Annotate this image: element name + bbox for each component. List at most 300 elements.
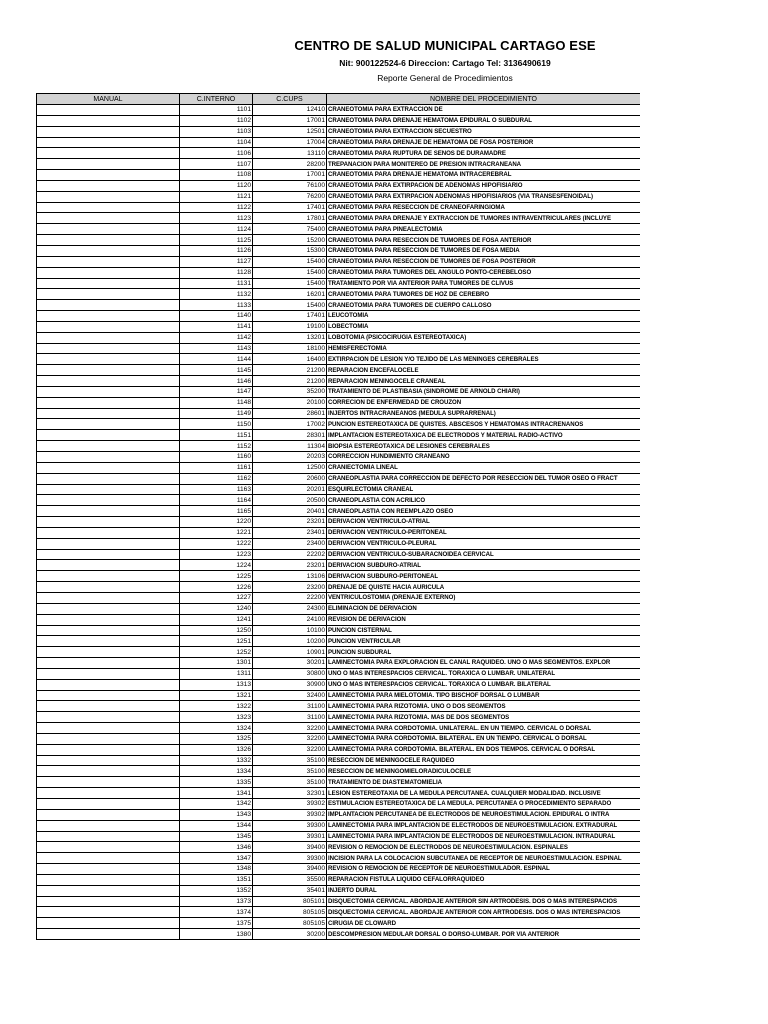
cell-codigo-cups: 39301	[253, 831, 327, 842]
cell-manual	[37, 690, 180, 701]
cell-nombre-procedimiento: LOBECTOMIA	[327, 321, 641, 332]
table-row	[37, 506, 641, 517]
cell-manual	[37, 386, 180, 397]
cell-nombre-procedimiento: DERIVACION VENTRICULO-PERITONEAL	[327, 527, 641, 538]
cell-manual	[37, 842, 180, 853]
table-row	[37, 799, 641, 810]
cell-codigo-interno: 1165	[180, 506, 253, 517]
cell-nombre-procedimiento: REPARACION ENCEFALOCELE	[327, 365, 641, 376]
cell-codigo-interno: 1375	[180, 918, 253, 929]
table-row	[37, 311, 641, 322]
cell-manual	[37, 256, 180, 267]
cell-manual	[37, 235, 180, 246]
cell-nombre-procedimiento: CRANEOTOMIA PARA RESECCION DE TUMORES DE FOSA POSTERIOR	[327, 256, 641, 267]
table-row	[37, 170, 641, 181]
cell-manual	[37, 853, 180, 864]
cell-codigo-cups: 12500	[253, 462, 327, 473]
table-row	[37, 668, 641, 679]
cell-nombre-procedimiento: EXTIRPACION DE LESION Y/O TEJIDO DE LAS MENINGES CEREBRALES	[327, 354, 641, 365]
cell-codigo-cups: 16400	[253, 354, 327, 365]
table-row	[37, 582, 641, 593]
cell-codigo-cups: 21200	[253, 365, 327, 376]
cell-codigo-cups: 20201	[253, 484, 327, 495]
cell-manual	[37, 929, 180, 940]
cell-codigo-interno: 1140	[180, 311, 253, 322]
cell-codigo-cups: 30201	[253, 658, 327, 669]
cell-codigo-cups: 24300	[253, 603, 327, 614]
cell-nombre-procedimiento: LOBOTOMIA (PSICOCIRUGIA ESTEREOTAXICA)	[327, 332, 641, 343]
report-title: Reporte General de Procedimientos	[377, 73, 513, 83]
cell-codigo-interno: 1160	[180, 452, 253, 463]
cell-manual	[37, 105, 180, 116]
cell-codigo-interno: 1343	[180, 809, 253, 820]
cell-nombre-procedimiento: REPARACION MENINGOCELE CRANEAL	[327, 376, 641, 387]
cell-codigo-interno: 1151	[180, 430, 253, 441]
table-row	[37, 701, 641, 712]
cell-codigo-interno: 1341	[180, 788, 253, 799]
cell-manual	[37, 191, 180, 202]
cell-manual	[37, 278, 180, 289]
cell-manual	[37, 766, 180, 777]
cell-codigo-cups: 32400	[253, 690, 327, 701]
cell-codigo-cups: 28301	[253, 430, 327, 441]
cell-nombre-procedimiento: REVISION O REMOCION DE RECEPTOR DE NEUROESTIMULADOR. ESPINAL	[327, 864, 641, 875]
table-row	[37, 191, 641, 202]
cell-manual	[37, 647, 180, 658]
table-row	[37, 896, 641, 907]
cell-codigo-interno: 1145	[180, 365, 253, 376]
cell-nombre-procedimiento: HEMISFERECTOMIA	[327, 343, 641, 354]
table-row	[37, 397, 641, 408]
cell-manual	[37, 321, 180, 332]
cell-manual	[37, 799, 180, 810]
cell-nombre-procedimiento: RESECCION DE MENINGOMIELORADICULOCELE	[327, 766, 641, 777]
cell-nombre-procedimiento: CRANEOTOMIA PARA EXTRACCION SECUESTRO	[327, 126, 641, 137]
table-body	[37, 105, 641, 940]
cell-manual	[37, 549, 180, 560]
cell-manual	[37, 441, 180, 452]
cell-nombre-procedimiento: CIRUGIA DE CLOWARD	[327, 918, 641, 929]
cell-codigo-interno: 1144	[180, 354, 253, 365]
cell-codigo-cups: 10100	[253, 625, 327, 636]
cell-nombre-procedimiento: PUNCION ESTEREOTAXICA DE QUISTES. ABSCESOS Y HEMATOMAS INTRACRENANOS	[327, 419, 641, 430]
cell-manual	[37, 592, 180, 603]
cell-nombre-procedimiento: INJERTOS INTRACRANEANOS (MEDULA SUPRARRENAL)	[327, 408, 641, 419]
cell-codigo-interno: 1334	[180, 766, 253, 777]
cell-codigo-cups: 35100	[253, 766, 327, 777]
table-row	[37, 636, 641, 647]
cell-codigo-interno: 1335	[180, 777, 253, 788]
cell-codigo-cups: 13106	[253, 571, 327, 582]
cell-codigo-interno: 1150	[180, 419, 253, 430]
cell-nombre-procedimiento: IMPLANTACION ESTEREOTAXICA DE ELECTRODOS Y MATERIAL RADIO-ACTIVO	[327, 430, 641, 441]
cell-codigo-interno: 1149	[180, 408, 253, 419]
table-row	[37, 712, 641, 723]
cell-codigo-interno: 1301	[180, 658, 253, 669]
cell-codigo-interno: 1348	[180, 864, 253, 875]
cell-codigo-cups: 17001	[253, 115, 327, 126]
cell-manual	[37, 213, 180, 224]
cell-nombre-procedimiento: REVISION DE DERIVACION	[327, 614, 641, 625]
cell-codigo-cups: 15400	[253, 256, 327, 267]
table-row	[37, 115, 641, 126]
cell-codigo-interno: 1347	[180, 853, 253, 864]
table-row	[37, 235, 641, 246]
cell-codigo-cups: 21200	[253, 376, 327, 387]
cell-manual	[37, 419, 180, 430]
cell-nombre-procedimiento: UNO O MAS INTERESPACIOS CERVICAL. TORAXICA O LUMBAR. UNILATERAL	[327, 668, 641, 679]
cell-manual	[37, 289, 180, 300]
cell-codigo-interno: 1346	[180, 842, 253, 853]
cell-nombre-procedimiento: CRANEOTOMIA PARA EXTIRPACION ADENOMAS HIPOFISIARIOS (VIA TRANSESFENOIDAL)	[327, 191, 641, 202]
table-row	[37, 766, 641, 777]
cell-nombre-procedimiento: CORRECCION HUNDIMIENTO CRANEANO	[327, 452, 641, 463]
cell-codigo-interno: 1120	[180, 180, 253, 191]
cell-codigo-interno: 1124	[180, 224, 253, 235]
cell-nombre-procedimiento: CRANEOTOMIA PARA TUMORES DE CUERPO CALLOSO	[327, 300, 641, 311]
cell-codigo-interno: 1227	[180, 592, 253, 603]
cell-manual	[37, 820, 180, 831]
cell-codigo-interno: 1342	[180, 799, 253, 810]
cell-nombre-procedimiento: UNO O MAS INTERESPACIOS CERVICAL. TORAXICA O LUMBAR. BILATERAL	[327, 679, 641, 690]
table-row	[37, 842, 641, 853]
table-row	[37, 864, 641, 875]
cell-manual	[37, 343, 180, 354]
table-row	[37, 202, 641, 213]
cell-nombre-procedimiento: LAMINECTOMIA PARA EXPLORACION EL CANAL RAQUIDEO. UNO O MAS SEGMENTOS. EXPLOR	[327, 658, 641, 669]
cell-manual	[37, 701, 180, 712]
cell-manual	[37, 484, 180, 495]
cell-nombre-procedimiento: TRATAMIENTO DE DIASTEMATOMIELIA	[327, 777, 641, 788]
cell-manual	[37, 755, 180, 766]
cell-codigo-cups: 39400	[253, 864, 327, 875]
table-row	[37, 354, 641, 365]
cell-codigo-cups: 11304	[253, 441, 327, 452]
cell-codigo-cups: 15200	[253, 235, 327, 246]
table-row	[37, 137, 641, 148]
cell-codigo-interno: 1220	[180, 517, 253, 528]
cell-codigo-interno: 1351	[180, 874, 253, 885]
cell-nombre-procedimiento: DISQUECTOMIA CERVICAL. ABORDAJE ANTERIOR CON ARTRODESIS. DOS O MAS INTERESPACIOS	[327, 907, 641, 918]
cell-codigo-cups: 15400	[253, 300, 327, 311]
cell-codigo-cups: 35401	[253, 885, 327, 896]
cell-codigo-interno: 1101	[180, 105, 253, 116]
cell-manual	[37, 907, 180, 918]
cell-nombre-procedimiento: LAMINECTOMIA PARA CORDOTOMIA. UNILATERAL. EN UN TIEMPO. CERVICAL O DORSAL	[327, 723, 641, 734]
cell-manual	[37, 679, 180, 690]
cell-codigo-cups: 39302	[253, 809, 327, 820]
cell-nombre-procedimiento: CRANEOPLASTIA CON ACRILICO	[327, 495, 641, 506]
cell-codigo-interno: 1380	[180, 929, 253, 940]
table-row	[37, 592, 641, 603]
cell-nombre-procedimiento: LAMINECTOMIA PARA IMPLANTACION DE ELECTRODOS DE NEUROESTIMULACION. INTRADURAL	[327, 831, 641, 842]
cell-codigo-cups: 32200	[253, 723, 327, 734]
cell-codigo-interno: 1311	[180, 668, 253, 679]
cell-manual	[37, 538, 180, 549]
cell-nombre-procedimiento: DERIVACION VENTRICULO-ATRIAL	[327, 517, 641, 528]
cell-manual	[37, 376, 180, 387]
cell-codigo-interno: 1326	[180, 744, 253, 755]
cell-codigo-cups: 15400	[253, 267, 327, 278]
table-row	[37, 441, 641, 452]
cell-nombre-procedimiento: REPARACION FISTULA LIQUIDO CEFALORRAQUIDEO	[327, 874, 641, 885]
cell-codigo-cups: 31100	[253, 712, 327, 723]
table-row	[37, 148, 641, 159]
cell-manual	[37, 452, 180, 463]
table-row	[37, 527, 641, 538]
cell-codigo-interno: 1106	[180, 148, 253, 159]
cell-manual	[37, 267, 180, 278]
table-row	[37, 831, 641, 842]
table-row	[37, 755, 641, 766]
cell-codigo-cups: 805101	[253, 896, 327, 907]
cell-codigo-interno: 1141	[180, 321, 253, 332]
cell-codigo-interno: 1128	[180, 267, 253, 278]
cell-manual	[37, 712, 180, 723]
cell-codigo-cups: 17401	[253, 311, 327, 322]
cell-manual	[37, 365, 180, 376]
cell-nombre-procedimiento: TREPANACION PARA MONITEREO DE PRESION INTRACRANEANA	[327, 159, 641, 170]
cell-codigo-cups: 76100	[253, 180, 327, 191]
cell-manual	[37, 202, 180, 213]
cell-codigo-cups: 805105	[253, 907, 327, 918]
cell-manual	[37, 571, 180, 582]
table-row	[37, 549, 641, 560]
cell-codigo-cups: 39302	[253, 799, 327, 810]
cell-nombre-procedimiento: DESCOMPRESION MEDULAR DORSAL O DORSO-LUMBAR. POR VIA ANTERIOR	[327, 929, 641, 940]
cell-manual	[37, 582, 180, 593]
cell-codigo-cups: 23400	[253, 538, 327, 549]
table-header-row	[37, 94, 641, 105]
cell-codigo-interno: 1152	[180, 441, 253, 452]
table-row	[37, 571, 641, 582]
cell-codigo-cups: 39400	[253, 842, 327, 853]
table-row	[37, 321, 641, 332]
cell-manual	[37, 918, 180, 929]
cell-codigo-cups: 23200	[253, 582, 327, 593]
cell-manual	[37, 506, 180, 517]
table-row	[37, 744, 641, 755]
cell-codigo-interno: 1225	[180, 571, 253, 582]
cell-manual	[37, 224, 180, 235]
cell-manual	[37, 809, 180, 820]
cell-nombre-procedimiento: CRANEOTOMIA PARA TUMORES DE HOZ DE CEREBRO	[327, 289, 641, 300]
table-row	[37, 733, 641, 744]
report-header	[0, 38, 768, 84]
cell-codigo-cups: 12410	[253, 105, 327, 116]
table-row	[37, 777, 641, 788]
cell-codigo-cups: 23201	[253, 517, 327, 528]
cell-codigo-cups: 17801	[253, 213, 327, 224]
cell-codigo-cups: 18100	[253, 343, 327, 354]
cell-codigo-cups: 16201	[253, 289, 327, 300]
cell-nombre-procedimiento: PUNCION VENTRICULAR	[327, 636, 641, 647]
cell-nombre-procedimiento: DERIVACION VENTRICULO-PLEURAL	[327, 538, 641, 549]
cell-nombre-procedimiento: CRANEOTOMIA PARA DRENAJE HEMATOMA EPIDURAL O SUBDURAL	[327, 115, 641, 126]
cell-nombre-procedimiento: LAMINECTOMIA PARA CORDOTOMIA. BILATERAL. EN DOS TIEMPOS. CERVICAL O DORSAL	[327, 744, 641, 755]
column-header-nombre-procedimiento: NOMBRE DEL PROCEDIMIENTO	[327, 94, 641, 105]
table-row	[37, 560, 641, 571]
table-row	[37, 452, 641, 463]
cell-codigo-cups: 30800	[253, 668, 327, 679]
cell-codigo-cups: 35100	[253, 777, 327, 788]
cell-codigo-cups: 13201	[253, 332, 327, 343]
table-row	[37, 788, 641, 799]
cell-codigo-cups: 20203	[253, 452, 327, 463]
cell-manual	[37, 115, 180, 126]
table-row	[37, 105, 641, 116]
cell-codigo-interno: 1148	[180, 397, 253, 408]
cell-nombre-procedimiento: CRANEOTOMIA PARA RESECCION DE TUMORES DE FOSA MEDIA	[327, 245, 641, 256]
cell-codigo-interno: 1224	[180, 560, 253, 571]
table-row	[37, 365, 641, 376]
cell-codigo-cups: 17004	[253, 137, 327, 148]
table-row	[37, 224, 641, 235]
cell-manual	[37, 462, 180, 473]
cell-manual	[37, 354, 180, 365]
cell-manual	[37, 408, 180, 419]
procedures-table	[36, 93, 640, 940]
cell-nombre-procedimiento: BIOPSIA ESTEREOTAXICA DE LESIONES CEREBRALES	[327, 441, 641, 452]
cell-nombre-procedimiento: PUNCION SUBDURAL	[327, 647, 641, 658]
cell-codigo-interno: 1374	[180, 907, 253, 918]
cell-nombre-procedimiento: CRANEOTOMIA PARA RUPTURA DE SENOS DE DURAMADRE	[327, 148, 641, 159]
cell-codigo-cups: 32301	[253, 788, 327, 799]
cell-manual	[37, 137, 180, 148]
table-row	[37, 180, 641, 191]
cell-codigo-cups: 32200	[253, 744, 327, 755]
cell-codigo-interno: 1323	[180, 712, 253, 723]
table-row	[37, 213, 641, 224]
cell-nombre-procedimiento: DERIVACION SUBDURO-ATRIAL	[327, 560, 641, 571]
cell-codigo-cups: 15400	[253, 278, 327, 289]
cell-codigo-interno: 1222	[180, 538, 253, 549]
cell-codigo-cups: 24100	[253, 614, 327, 625]
table-row	[37, 462, 641, 473]
cell-codigo-interno: 1143	[180, 343, 253, 354]
cell-manual	[37, 159, 180, 170]
cell-nombre-procedimiento: LAMINECTOMIA PARA RIZOTOMIA. MAS DE DOS SEGMENTOS	[327, 712, 641, 723]
table-row	[37, 929, 641, 940]
cell-nombre-procedimiento: CRANEOPLASTIA CON REEMPLAZO OSEO	[327, 506, 641, 517]
cell-codigo-cups: 76200	[253, 191, 327, 202]
table-row	[37, 408, 641, 419]
cell-codigo-interno: 1146	[180, 376, 253, 387]
cell-manual	[37, 777, 180, 788]
table-row	[37, 538, 641, 549]
cell-manual	[37, 636, 180, 647]
cell-codigo-cups: 23401	[253, 527, 327, 538]
cell-codigo-interno: 1240	[180, 603, 253, 614]
table-row	[37, 690, 641, 701]
table-row	[37, 495, 641, 506]
column-header-manual: MANUAL	[37, 94, 180, 105]
cell-codigo-interno: 1251	[180, 636, 253, 647]
cell-codigo-interno: 1325	[180, 733, 253, 744]
table-row	[37, 907, 641, 918]
table-row	[37, 603, 641, 614]
cell-nombre-procedimiento: DRENAJE DE QUISTE HACIA AURICULA	[327, 582, 641, 593]
cell-nombre-procedimiento: LAMINECTOMIA PARA IMPLANTACION DE ELECTRODOS DE NEUROESTIMULACION. EXTRADURAL	[327, 820, 641, 831]
table-row	[37, 820, 641, 831]
cell-codigo-interno: 1226	[180, 582, 253, 593]
table-row	[37, 343, 641, 354]
cell-nombre-procedimiento: CRANEOTOMIA PARA DRENAJE Y EXTRACCION DE TUMORES INTRAVENTRICULARES (INCLUYE	[327, 213, 641, 224]
organization-info: Nit: 900122524-6 Direccion: Cartago Tel: 3136490619	[339, 58, 551, 68]
table-row	[37, 473, 641, 484]
cell-nombre-procedimiento: CRANEOPLASTIA PARA CORRECCION DE DEFECTO POR RESECCION DEL TUMOR OSEO O FRACT	[327, 473, 641, 484]
cell-codigo-cups: 19100	[253, 321, 327, 332]
table-row	[37, 647, 641, 658]
cell-codigo-interno: 1164	[180, 495, 253, 506]
cell-codigo-interno: 1313	[180, 679, 253, 690]
table-row	[37, 300, 641, 311]
cell-nombre-procedimiento: LAMINECTOMIA PARA MIELOTOMIA. TIPO BISCHOF DORSAL O LUMBAR	[327, 690, 641, 701]
cell-manual	[37, 614, 180, 625]
table-row	[37, 809, 641, 820]
cell-manual	[37, 744, 180, 755]
table-row	[37, 517, 641, 528]
cell-codigo-interno: 1162	[180, 473, 253, 484]
cell-manual	[37, 527, 180, 538]
cell-codigo-interno: 1322	[180, 701, 253, 712]
cell-codigo-cups: 17401	[253, 202, 327, 213]
cell-nombre-procedimiento: DERIVACION VENTRICULO-SUBARACNOIDEA CERVICAL	[327, 549, 641, 560]
cell-manual	[37, 245, 180, 256]
cell-codigo-interno: 1131	[180, 278, 253, 289]
page-title: CENTRO DE SALUD MUNICIPAL CARTAGO ESE	[294, 38, 596, 53]
cell-nombre-procedimiento: RESECCION DE MENINGOCELE RAQUIDEO	[327, 755, 641, 766]
cell-codigo-interno: 1121	[180, 191, 253, 202]
cell-codigo-cups: 10901	[253, 647, 327, 658]
cell-codigo-interno: 1163	[180, 484, 253, 495]
cell-codigo-interno: 1125	[180, 235, 253, 246]
cell-nombre-procedimiento: CRANEOTOMIA PARA PINEALECTOMIA	[327, 224, 641, 235]
table-row	[37, 289, 641, 300]
table-row	[37, 658, 641, 669]
table-row	[37, 126, 641, 137]
cell-nombre-procedimiento: CRANEOTOMIA PARA EXTRACCION DE	[327, 105, 641, 116]
cell-codigo-cups: 12501	[253, 126, 327, 137]
cell-codigo-cups: 75400	[253, 224, 327, 235]
cell-nombre-procedimiento: LAMINECTOMIA PARA RIZOTOMIA. UNO O DOS SEGMENTOS	[327, 701, 641, 712]
cell-codigo-cups: 20401	[253, 506, 327, 517]
cell-nombre-procedimiento: LAMINECTOMIA PARA CORDOTOMIA. BILATERAL. EN UN TIEMPO. CERVICAL O DORSAL	[327, 733, 641, 744]
cell-nombre-procedimiento: LESION ESTEREOTAXIA DE LA MEDULA PERCUTANEA. CUALQUIER MODALIDAD. INCLUSIVE	[327, 788, 641, 799]
table-row	[37, 256, 641, 267]
cell-codigo-interno: 1241	[180, 614, 253, 625]
cell-nombre-procedimiento: PUNCION CISTERNAL	[327, 625, 641, 636]
cell-nombre-procedimiento: REVISION O REMOCION DE ELECTRODOS DE NEUROESTIMULACION. ESPINALES	[327, 842, 641, 853]
cell-manual	[37, 831, 180, 842]
cell-manual	[37, 495, 180, 506]
cell-codigo-interno: 1223	[180, 549, 253, 560]
cell-codigo-interno: 1345	[180, 831, 253, 842]
cell-codigo-interno: 1252	[180, 647, 253, 658]
cell-manual	[37, 733, 180, 744]
cell-codigo-interno: 1324	[180, 723, 253, 734]
cell-codigo-cups: 22200	[253, 592, 327, 603]
cell-manual	[37, 603, 180, 614]
cell-codigo-interno: 1142	[180, 332, 253, 343]
cell-manual	[37, 788, 180, 799]
cell-nombre-procedimiento: CRANEOTOMIA PARA EXTIRPACION DE ADENOMAS HIPOFISIARIO	[327, 180, 641, 191]
cell-codigo-interno: 1221	[180, 527, 253, 538]
cell-nombre-procedimiento: DISQUECTOMIA CERVICAL. ABORDAJE ANTERIOR SIN ARTRODESIS. DOS O MAS INTERESPACIOS	[327, 896, 641, 907]
cell-codigo-interno: 1147	[180, 386, 253, 397]
cell-nombre-procedimiento: DERIVACION SUBDURO-PERITONEAL	[327, 571, 641, 582]
table-row	[37, 679, 641, 690]
